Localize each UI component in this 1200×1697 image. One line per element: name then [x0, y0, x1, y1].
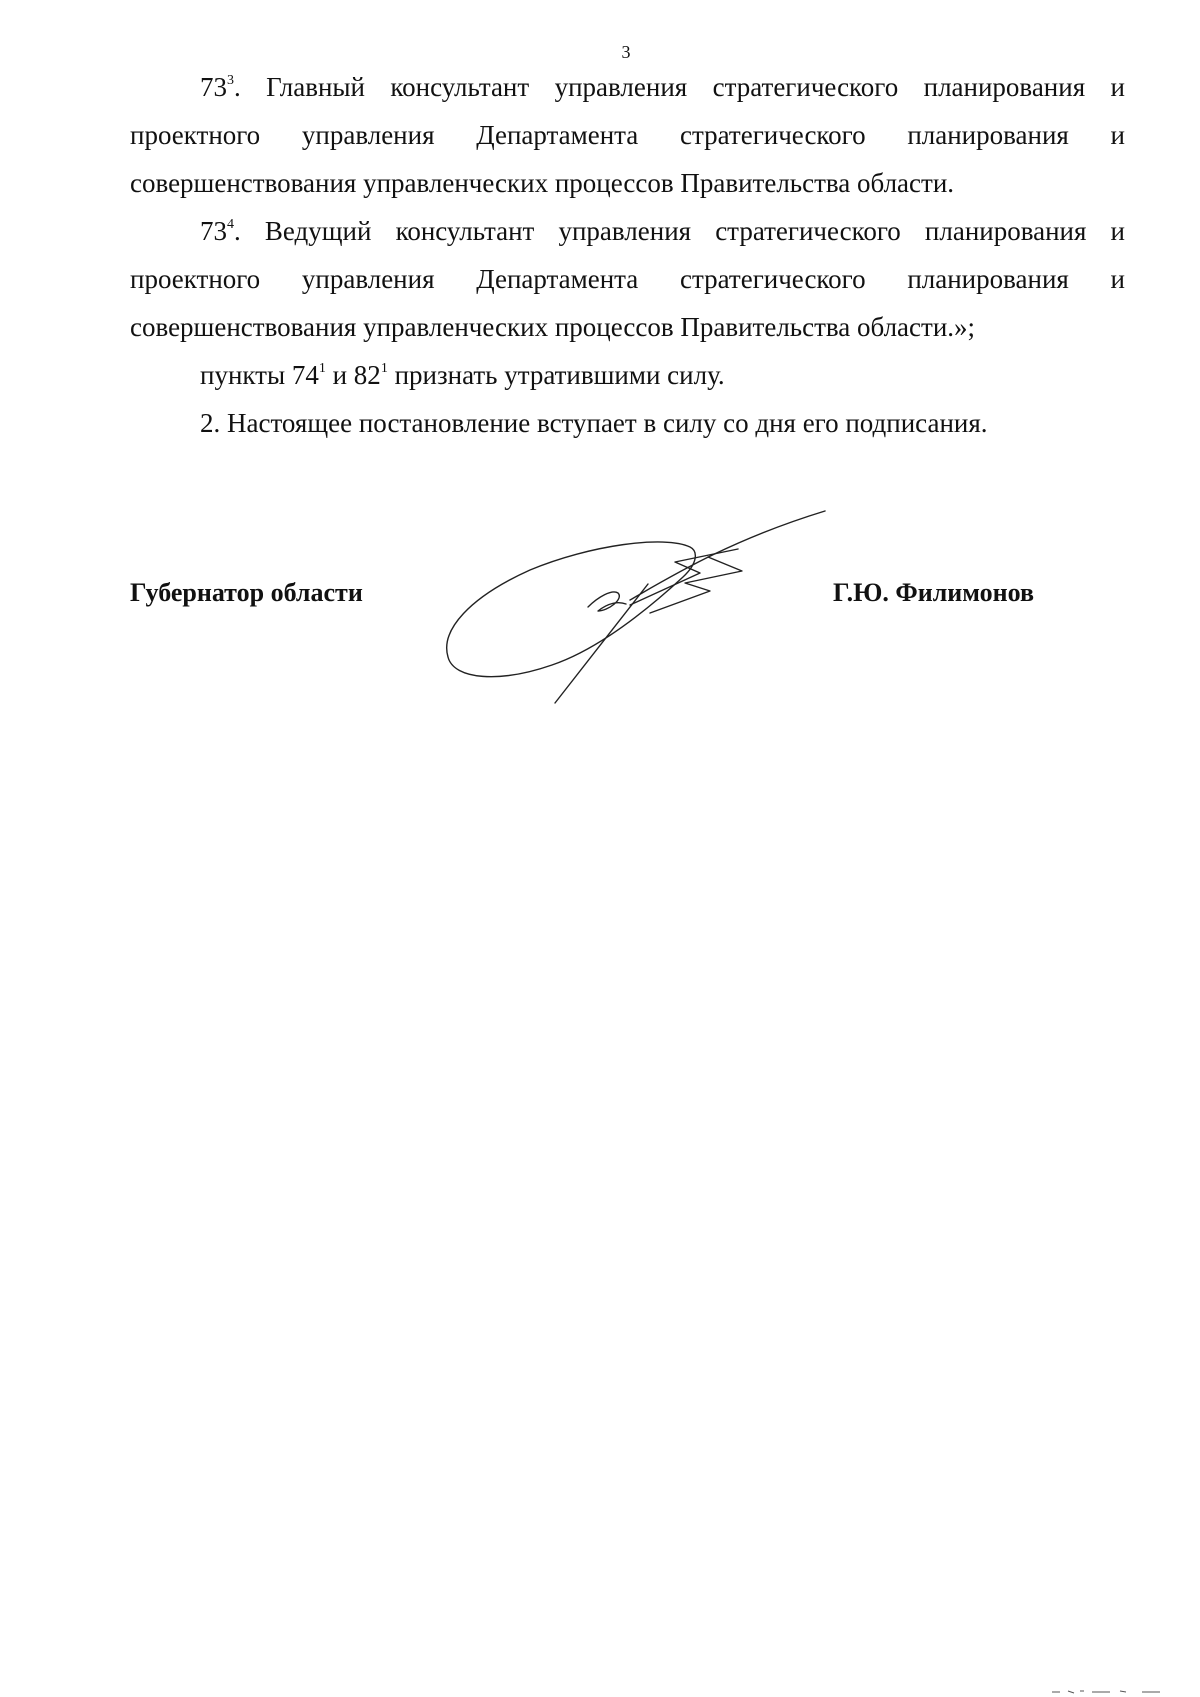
signatory-position: Губернатор области — [130, 578, 363, 607]
paragraph-item-73-4 — [130, 207, 1125, 351]
item-number: 73 — [200, 72, 227, 102]
item-number-superscript: 3 — [227, 73, 234, 88]
item-superscript: 1 — [380, 361, 388, 376]
paragraph-repeal-items — [130, 351, 1125, 399]
handwritten-signature — [440, 505, 860, 705]
paragraph-text: и 82 — [325, 360, 381, 390]
edge-scan-artifact — [1050, 1688, 1170, 1694]
document-body — [130, 63, 1125, 447]
paragraph-text: . Главный консультант управления стратегического планирования и проектного управления Департамента стратегического планирования и совершенствования управленческих процессов Правительства области. — [130, 72, 1125, 198]
paragraph-item-73-3 — [130, 63, 1125, 207]
item-number: 73 — [200, 216, 227, 246]
paragraph-text: пункты 74 — [200, 360, 319, 390]
page-number: 3 — [621, 42, 631, 62]
item-superscript: 1 — [318, 361, 326, 376]
paragraph-text: признать утратившими силу. — [387, 360, 725, 390]
paragraph-text: . Ведущий консультант управления стратегического планирования и проектного управления Департамента стратегического планирования и совершенствования управленческих процессов Правительства области.»; — [130, 216, 1125, 342]
signatory-name: Г.Ю. Филимонов — [833, 578, 1035, 607]
item-number-superscript: 4 — [227, 217, 234, 232]
paragraph-effective-date: 2. Настоящее постановление вступает в силу со дня его подписания. — [200, 408, 988, 438]
